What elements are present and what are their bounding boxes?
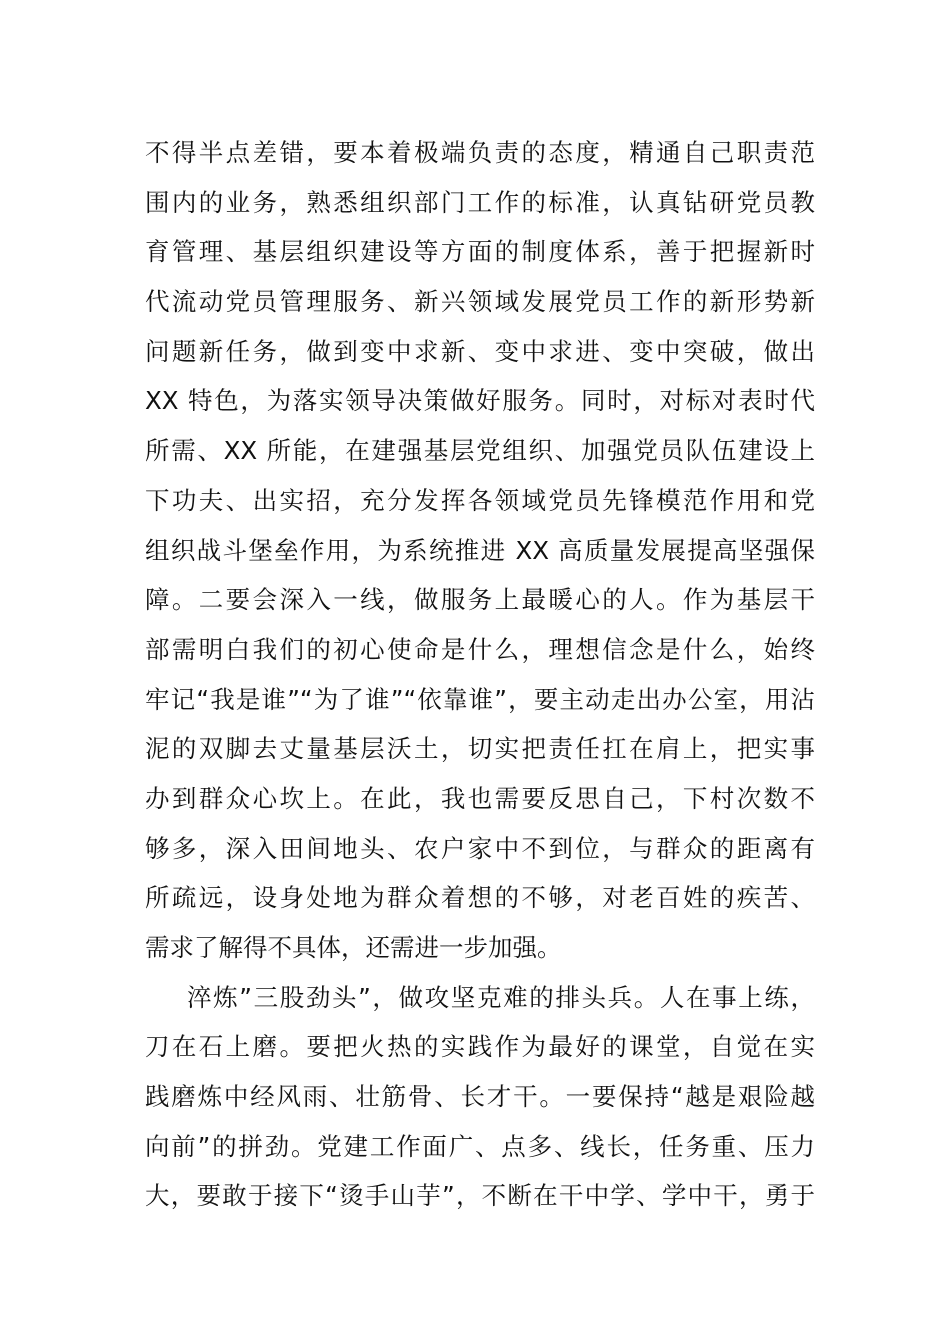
text-line: 代流动党员管理服务、新兴领域发展党员工作的新形势新	[145, 287, 815, 317]
text-line: 不得半点差错，要本着极端负责的态度，精通自己职责范	[145, 138, 815, 167]
text-line: 泥的双脚去丈量基层沃土，切实把责任扛在肩上，把实事	[145, 734, 815, 764]
text-line: 向前”的拼劲。党建工作面广、点多、线长，任务重、压力	[145, 1131, 815, 1161]
paragraph-first-line: 淬炼”三股劲头”，做攻坚克难的排头兵。人在事上练，	[187, 982, 815, 1012]
text-line: 组织战斗堡垒作用，为系统推进 XX 高质量发展提高坚强保	[145, 535, 815, 565]
paragraph-end-line: 需求了解得不具体，还需进一步加强。	[145, 933, 562, 962]
text-line: 所需、XX 所能，在建强基层党组织、加强党员队伍建设上	[145, 436, 815, 466]
text-line: 大，要敢于接下“烫手山芋”，不断在干中学、学中干，勇于	[145, 1181, 815, 1211]
text-line: 刀在石上磨。要把火热的实践作为最好的课堂，自觉在实	[145, 1032, 815, 1062]
text-line: 所疏远，设身处地为群众着想的不够，对老百姓的疾苦、	[145, 883, 815, 913]
text-line: 牢记“我是谁”“为了谁”“依靠谁”，要主动走出办公室，用沾	[145, 684, 815, 714]
text-line: 障。二要会深入一线，做服务上最暖心的人。作为基层干	[145, 585, 815, 615]
text-line: XX 特色，为落实领导决策做好服务。同时，对标对表时代	[145, 386, 815, 416]
text-line: 下功夫、出实招，充分发挥各领域党员先锋模范作用和党	[145, 485, 815, 515]
document-body	[145, 128, 815, 1221]
text-line: 践磨炼中经风雨、壮筋骨、长才干。一要保持“越是艰险越	[145, 1082, 815, 1112]
text-line: 问题新任务，做到变中求新、变中求进、变中突破，做出	[145, 336, 815, 366]
text-line: 育管理、基层组织建设等方面的制度体系，善于把握新时	[145, 237, 815, 267]
text-line: 围内的业务，熟悉组织部门工作的标准，认真钻研党员教	[145, 187, 815, 217]
text-line: 部需明白我们的初心使命是什么，理想信念是什么，始终	[145, 634, 815, 664]
text-line: 够多，深入田间地头、农户家中不到位，与群众的距离有	[145, 833, 815, 863]
text-line: 办到群众心坎上。在此，我也需要反思自己，下村次数不	[145, 783, 815, 813]
